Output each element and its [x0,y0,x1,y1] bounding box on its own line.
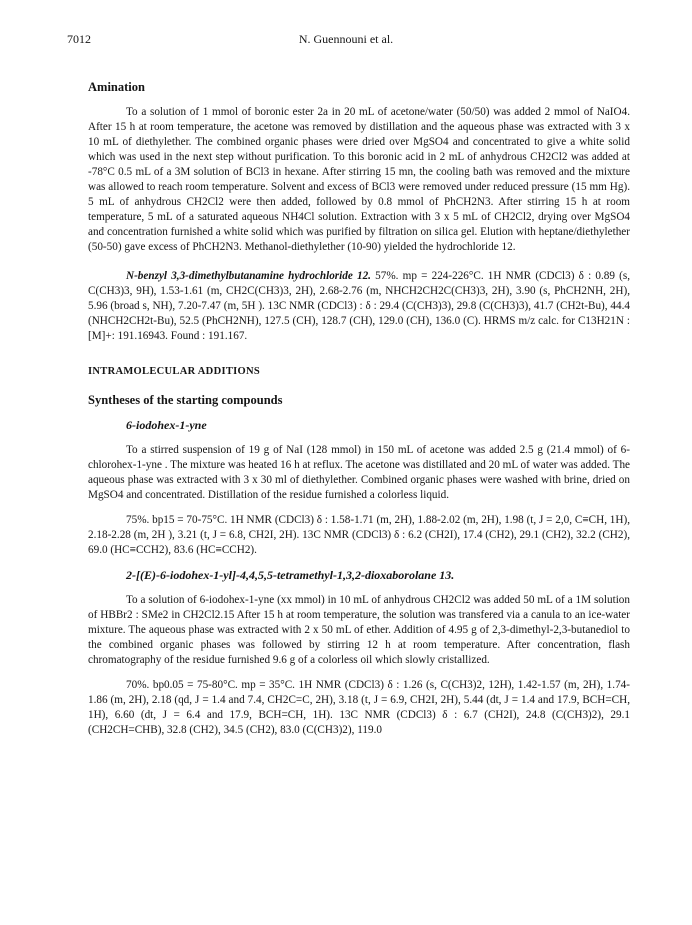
paragraph-compound-12 [88,269,630,344]
compound-12-data: 57%. mp = 224-226°C. 1H NMR (CDCl3) δ : 0.89 (s, C(CH3)3, 9H), 1.53-1.61 (m, CH2C(CH3)3, 2H), 2.68-2.76 (m, NHCH2CH2C(CH3)3, 2H), 3.90 (s, PhCH2NH, 2H), 5.96 (broad s, NH), 7.20-7.47 (m, 5H ). 13C NMR (CDCl3) : δ : 29.4 (C(CH3)3), 29.8 (C(CH3)3), 41.7 (CH2t-Bu), 44.4 (NHCH2CH2t-Bu), 52.5 (PhCH2NH), 127.5 (CH), 128.7 (CH), 129.0 (CH), 136.0 (C). HRMS m/z calc. for C13H21N : [M]+: 191.16943. Found : 191.167. [88,270,631,342]
paragraph-amination-procedure: To a solution of 1 mmol of boronic ester 2a in 20 mL of acetone/water (50/50) was added 2 mmol of NaIO4. After 15 h at room temperature, the acetone was removed by distillation and the aqueous phase was extracted with 3 x 10 mL of diethylether. The combined organic phases were dried over MgSO4 and concentrated to give a white solid which was used in the next step without purification. To this boronic acid in 2 mL of anhydrous CH2Cl2 was added at -78°C 0.5 mL of a 3M solution of BCl3 in hexane. After stirring 15 mn, the cooling bath was removed and the mixture was allowed to reach room temperature. Solvent and excess of BCl3 were removed under reduced pressure (15 mm Hg). 5 mL of anhydrous CH2Cl2 were then added, followed by 0.8 mmol of PhCH2N3. After stirring 15 h at room temperature, 5 mL of a saturated aqueous NH4Cl solution. Extraction with 3 x 5 mL of CH2Cl2, drying over MgSO4 and concentration furnished a white solid which was purified by filtration on silica gel. Elution with heptane/diethylether (50-50) gave excess of PhCH2N3. Methanol-diethylether (10-90) yielded the hydrochloride 12. [88,106,630,253]
paragraph-iodohexyne-data: 75%. bp15 = 70-75°C. 1H NMR (CDCl3) δ : 1.58-1.71 (m, 2H), 1.88-2.02 (m, 2H), 1.98 (t, J = 2,0, C≡CH, 1H), 2.18-2.28 (m, 2H ), 3.21 (t, J = 6.8, CH2I, 2H). 13C NMR (CDCl3) δ : 6.2 (CH2I), 17.4 (CH2), 29.1 (CH2), 32.2 (CH2), 69.0 (HC≡CCH2), 83.6 (HC≡CCH2). [88,514,630,556]
paragraph-dioxaborolane-procedure: To a solution of 6-iodohex-1-yne (xx mmol) in 10 mL of anhydrous CH2Cl2 was added 50 mL of a 1M solution of HBBr2 : SMe2 in CH2Cl2.15 After 15 h at room temperature, the solution was transfered via a canula to an ice-water mixture. The aqueous phase was extracted with 2 x 50 mL of ether. Addition of 4.95 g of 2,3-dimethyl-2,3-butanediol to the combined organic phases was followed by stirring 12 h at room temperature. After concentration, flash chromatography of the residue furnished 9.6 g of a colorless oil which slowly cristallized. [88,594,630,666]
page-number: 7012 [67,32,91,46]
compound-12-name: N-benzyl 3,3-dimethylbutanamine hydrochloride 12. [126,270,371,282]
paragraph-dioxaborolane-data: 70%. bp0.05 = 75-80°C. mp = 35°C. 1H NMR (CDCl3) δ : 1.26 (s, C(CH3)2, 12H), 1.42-1.57 (m, 2H), 1.74-1.86 (m, 2H), 2.18 (qd, J = 1.4 and 7.4, CH2C=C, 2H), 3.18 (t, J = 6.9, CH2I, 2H), 5.44 (dt, J = 1.4 and 17.9, BCH=CH, 1H), 6.60 (dt, J = 6.4 and 17.9, BCH=CH, 1H). 13C NMR (CDCl3) δ : 6.7 (CH2I), 24.8 (C(CH3)2), 29.1 (CH2CH=CHB), 32.8 (CH2), 34.5 (CH2), 83.0 (C(CH3)2), 119.0 [88,679,630,736]
section-heading-amination: Amination [88,80,145,94]
running-head: N. Guennouni et al. [298,32,394,46]
paragraph-iodohexyne-procedure: To a stirred suspension of 19 g of NaI (128 mmol) in 150 mL of acetone was added 2.5 g (21.4 mmol) of 6-chlorohex-1-yne . The mixture was heated 16 h at reflux. The acetone was distillated and 20 mL of water was added. The aqueous phase was extracted with 3 x 30 ml of diethylether. Combined organic phases were washed with brine, dried on MgSO4 and concentrated. Distillation of the residue furnished a colorless liquid. [88,444,630,501]
section-heading-syntheses: Syntheses of the starting compounds [88,393,283,407]
section-heading-intramolecular: INTRAMOLECULAR ADDITIONS [88,366,261,377]
subheading-iodohexyne: 6-iodohex-1-yne [126,418,207,432]
subheading-dioxaborolane-13: 2-[(E)-6-iodohex-1-yl]-4,4,5,5-tetramethyl-1,3,2-dioxaborolane 13. [126,568,455,582]
page-body [88,80,630,748]
